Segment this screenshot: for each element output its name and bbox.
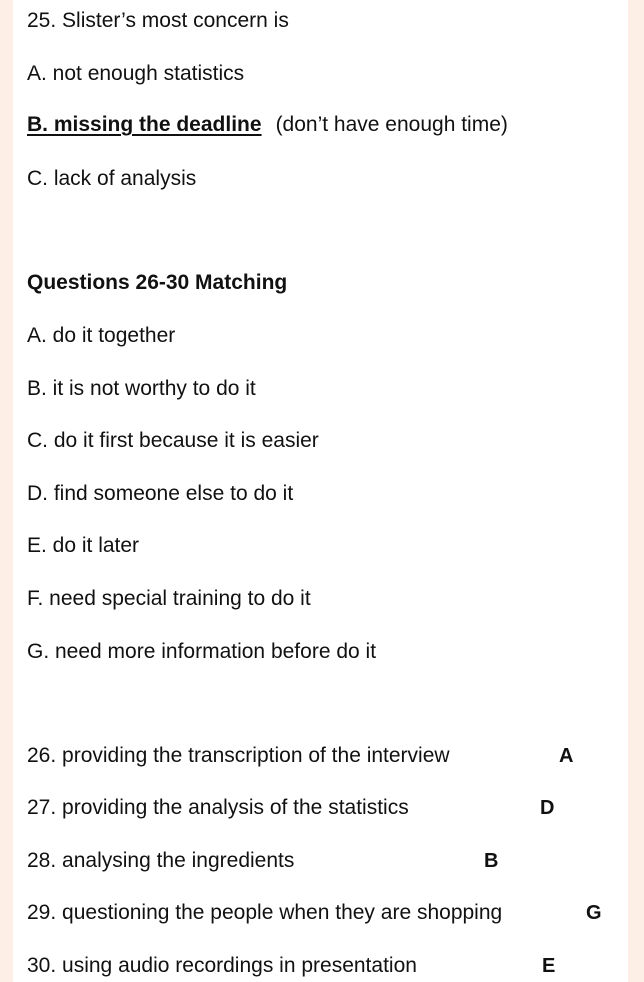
answer-29: G <box>586 902 602 924</box>
matching-heading: Questions 26-30 Matching <box>27 271 288 294</box>
matching-item-28: 28. analysing the ingredients <box>27 849 295 872</box>
q25-option-a: A. not enough statistics <box>27 62 245 85</box>
answer-27: D <box>540 797 555 819</box>
q25-option-c: C. lack of analysis <box>27 167 197 190</box>
matching-item-27: 27. providing the analysis of the statistics <box>27 796 409 819</box>
matching-item-29: 29. questioning the people when they are shopping <box>27 901 503 924</box>
document-page <box>13 0 628 982</box>
matching-option-g: G. need more information before do it <box>27 640 377 663</box>
question-25: 25. Slister’s most concern is <box>27 9 289 32</box>
matching-item-26: 26. providing the transcription of the interview <box>27 744 450 767</box>
matching-option-c: C. do it first because it is easier <box>27 429 319 452</box>
answer-26: A <box>559 745 574 767</box>
q25-option-b-correct: B. missing the deadline <box>27 113 262 136</box>
matching-item-30: 30. using audio recordings in presentation <box>27 954 417 977</box>
answer-30: E <box>542 955 556 977</box>
matching-option-d: D. find someone else to do it <box>27 482 294 505</box>
answer-28: B <box>484 850 499 872</box>
matching-option-b: B. it is not worthy to do it <box>27 377 256 400</box>
q25-option-b-row <box>27 112 508 138</box>
matching-option-a: A. do it together <box>27 324 176 347</box>
q25-answer-note: (don’t have enough time) <box>275 113 508 136</box>
matching-option-e: E. do it later <box>27 534 140 557</box>
matching-option-f: F. need special training to do it <box>27 587 311 610</box>
